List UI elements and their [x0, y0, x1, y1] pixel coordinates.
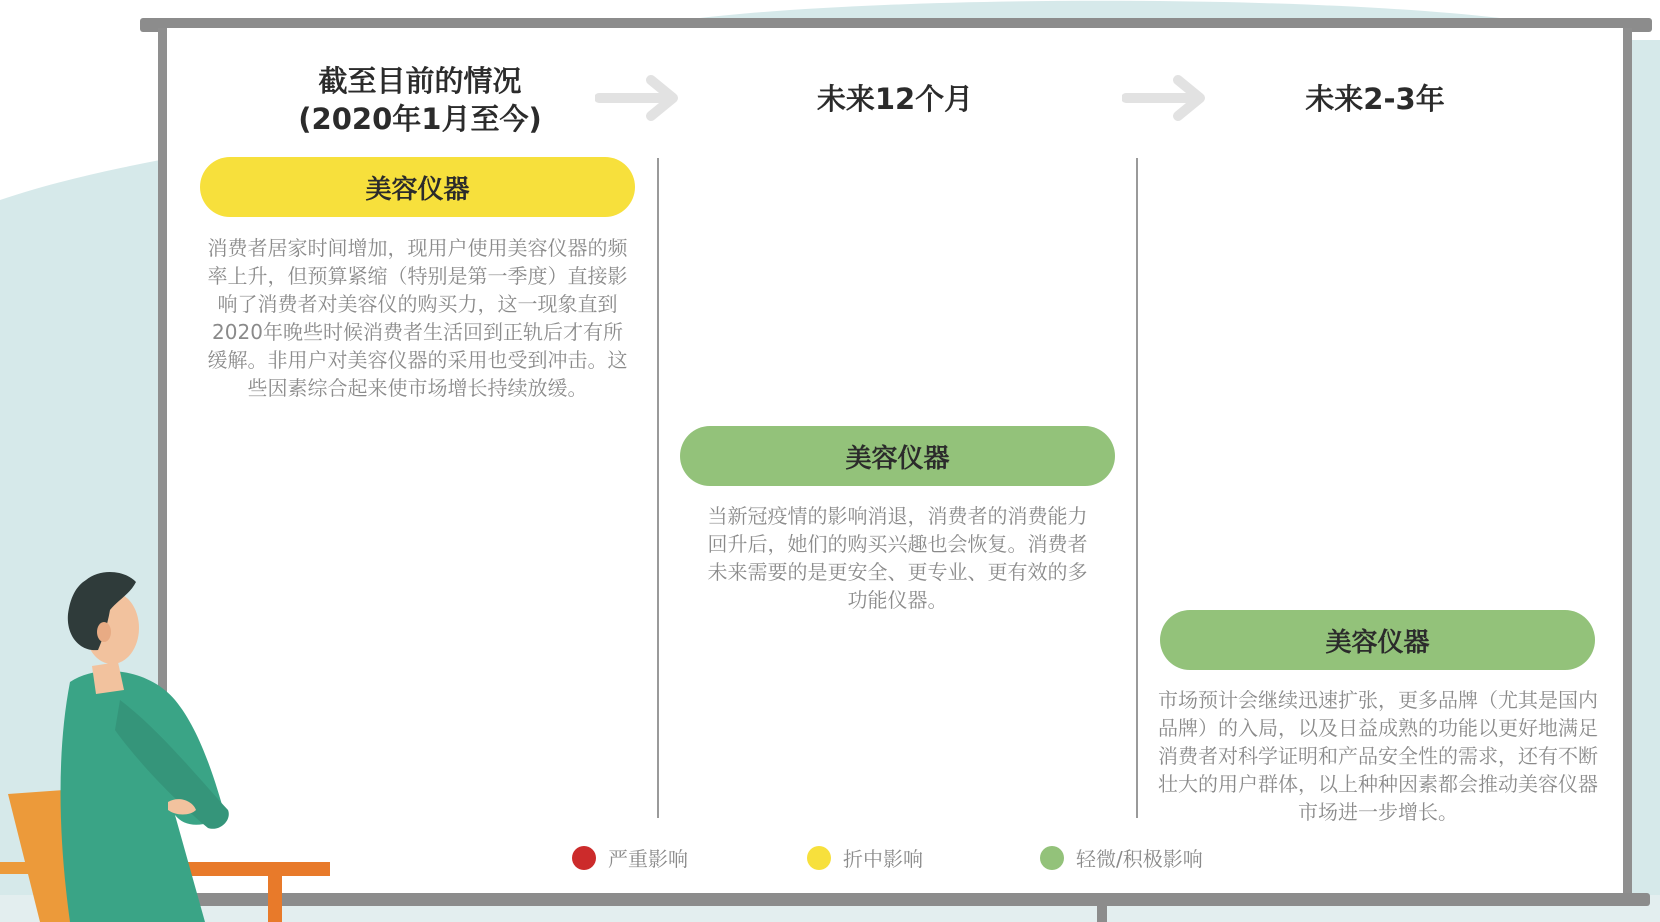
- card-title-current: 美容仪器: [200, 157, 635, 217]
- column-heading-12-months: 未来12个月: [816, 82, 974, 116]
- card-title-2-3-years: 美容仪器: [1160, 610, 1595, 670]
- legend-item-moderate: [807, 843, 923, 872]
- column-divider: [1136, 158, 1138, 818]
- card-description-2-3-years: 市场预计会继续迅速扩张，更多品牌（尤其是国内品牌）的入局，以及日益成熟的功能以更好地满足消费者对科学证明和产品安全性的需求，还有不断壮大的用户群体，以上种种因素都会推动美容仪器市场进一步增长。: [1158, 688, 1598, 824]
- arrow-right-icon: [1122, 72, 1212, 124]
- person-illustration: [0, 570, 340, 922]
- ear: [97, 622, 111, 642]
- legend-label: 折中影响: [843, 847, 923, 871]
- table-leg: [268, 876, 282, 922]
- card-description-current: 消费者居家时间增加，现用户使用美容仪器的频率上升，但预算紧缩（特别是第一季度）直接影响了消费者对美容仪的购买力，这一现象直到2020年晚些时候消费者生活回到正轨后才有所缓解。非用户对美容仪器的采用也受到冲击。这些因素综合起来使市场增长持续放缓。: [207, 236, 628, 400]
- legend-dot-yellow: [807, 846, 831, 870]
- legend-dot-green: [1040, 846, 1064, 870]
- column-divider: [657, 158, 659, 818]
- legend-label: 轻微/积极影响: [1076, 847, 1203, 871]
- legend-item-mild-positive: [1040, 843, 1203, 872]
- legend-dot-red: [572, 846, 596, 870]
- column-heading-2-3-years: 未来2-3年: [1305, 82, 1445, 116]
- card-description-12-months: 当新冠疫情的影响消退，消费者的消费能力回升后，她们的购买兴趣也会恢复。消费者未来需要的是更安全、更专业、更有效的多功能仪器。: [707, 504, 1088, 612]
- chair-rail: [0, 862, 40, 874]
- legend-item-severe: [572, 843, 688, 872]
- board-stand: [1097, 905, 1107, 922]
- arrow-right-icon: [595, 72, 685, 124]
- legend-label: 严重影响: [608, 847, 688, 871]
- card-title-12-months: 美容仪器: [680, 426, 1115, 486]
- column-heading-current: 截至目前的情况 (2020年1月至今): [298, 64, 542, 136]
- neck: [92, 662, 124, 694]
- board-bottom-rail: [150, 893, 1650, 906]
